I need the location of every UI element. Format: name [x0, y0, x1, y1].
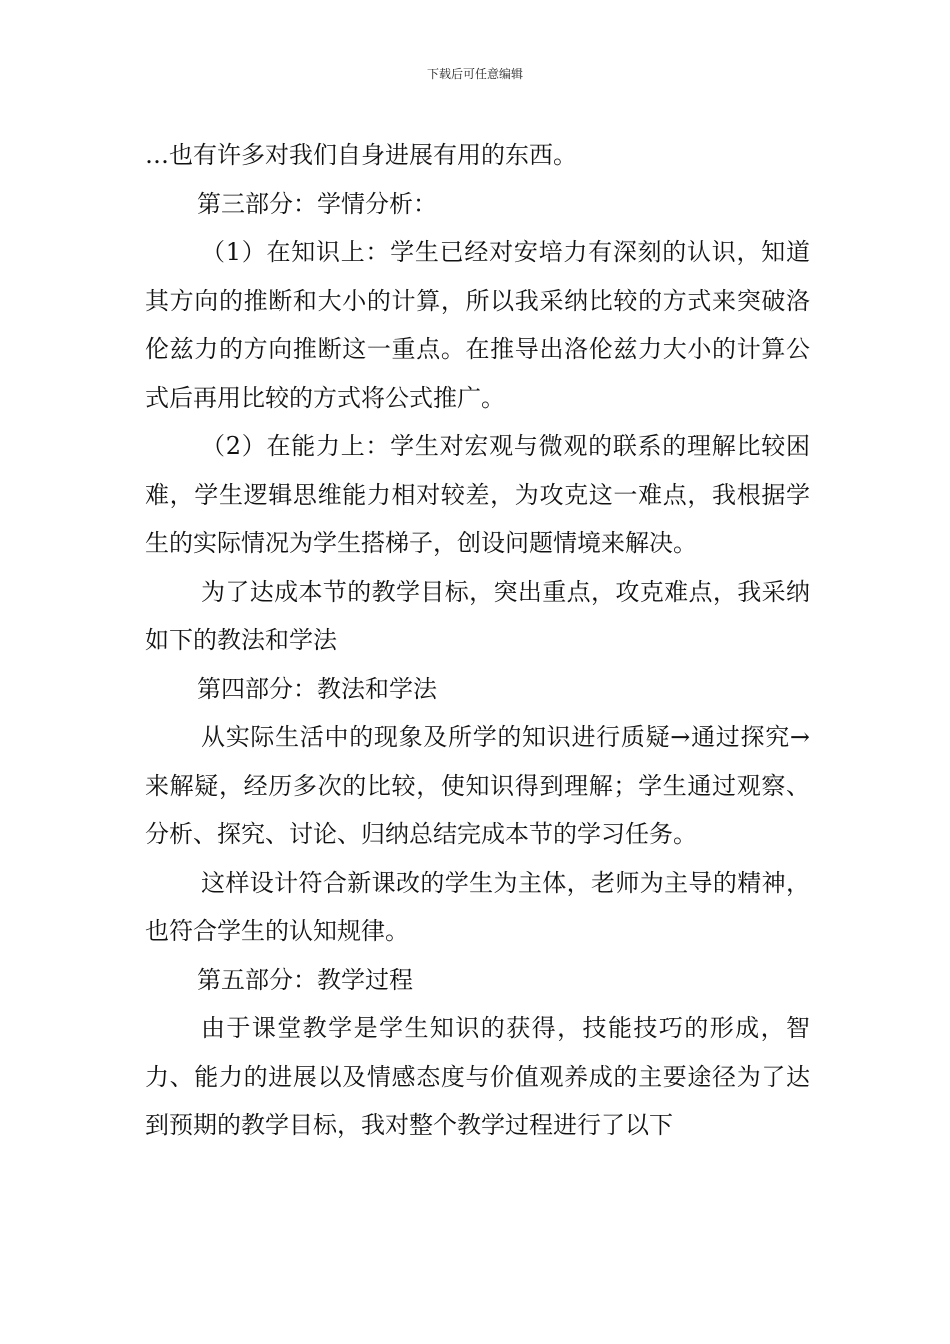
paragraph-continuation: …也有许多对我们自身进展有用的东西。 — [145, 141, 577, 169]
paragraph-knowledge: （1）在知识上：学生已经对安培力有深刻的认识，知道其方向的推断和大小的计算，所以我采纳比较的方式来突破洛伦兹力的方向推断这一重点。在推导出洛伦兹力大小的计算公式后再用比较的方式将公式推广。 — [145, 238, 810, 412]
paragraph-goal: 为了达成本节的教学目标，突出重点，攻克难点，我采纳如下的教法和学法 — [145, 577, 810, 654]
paragraph-methods: 从实际生活中的现象及所学的知识进行质疑→通过探究→来解疑，经历多次的比较，使知识得到理解；学生通过观察、分析、探究、讨论、归纳总结完成本节的学习任务。 — [145, 723, 810, 848]
paragraph-design: 这样设计符合新课改的学生为主体，老师为主导的精神，也符合学生的认知规律。 — [145, 868, 810, 945]
paragraph-process: 由于课堂教学是学生知识的获得，技能技巧的形成，智力、能力的进展以及情感态度与价值观养成的主要途径为了达到预期的教学目标，我对整个教学过程进行了以下 — [145, 1014, 810, 1139]
document-body — [145, 131, 810, 1150]
section-heading-5: 第五部分：教学过程 — [197, 965, 413, 994]
section-heading-3: 第三部分：学情分析： — [197, 189, 437, 218]
page-header: 下载后可任意编辑 — [426, 67, 523, 81]
paragraph-ability: （2）在能力上：学生对宏观与微观的联系的理解比较困难，学生逻辑思维能力相对较差，为攻克这一难点，我根据学生的实际情况为学生搭梯子，创设问题情境来解决。 — [145, 432, 810, 557]
section-heading-4: 第四部分：教法和学法 — [197, 674, 437, 703]
